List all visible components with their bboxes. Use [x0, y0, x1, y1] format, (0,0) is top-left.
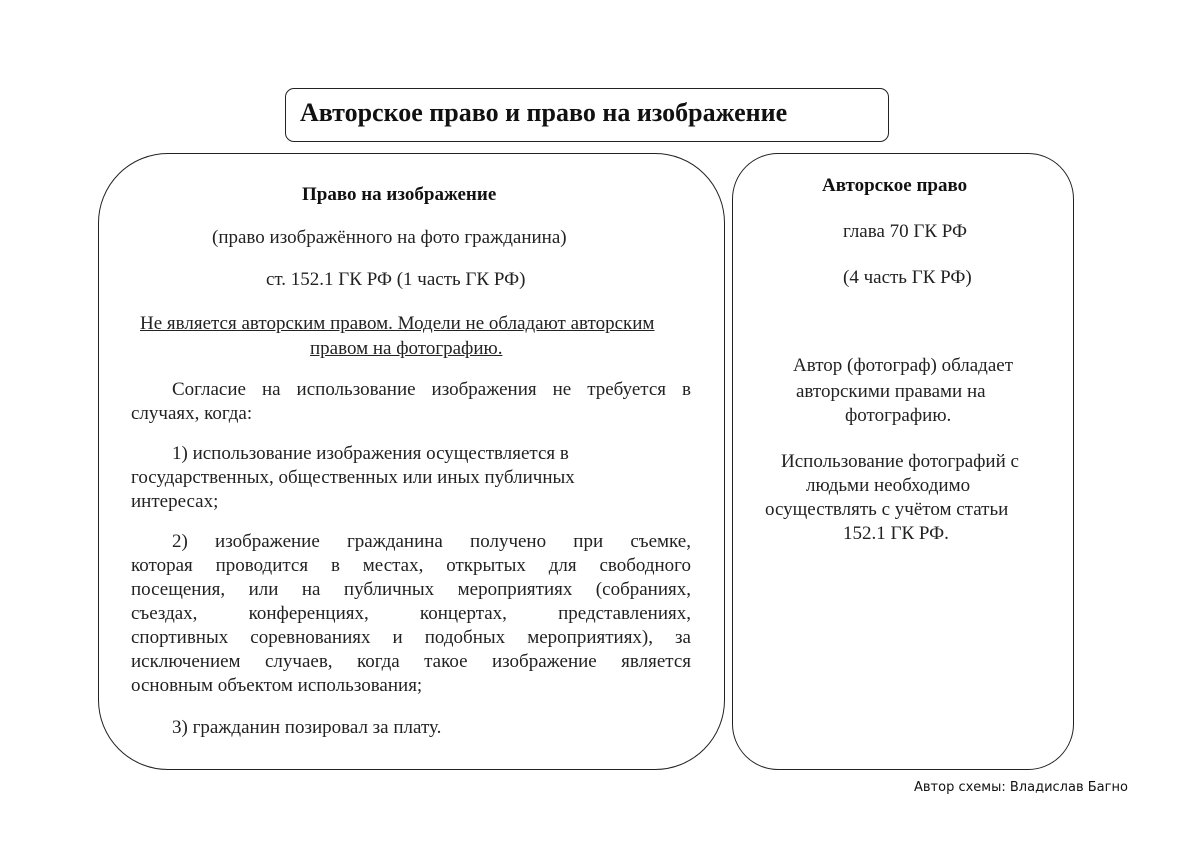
copyright-author-line-3: фотографию. [845, 405, 952, 426]
copyright-part: (4 часть ГК РФ) [843, 267, 972, 288]
page-title: Авторское право и право на изображение [300, 98, 788, 127]
image-right-note-line-2: правом на фотографию. [310, 338, 503, 359]
copyright-author-line-1: Автор (фотограф) обладает [793, 355, 1014, 376]
title-box [285, 88, 889, 142]
consent-item-2-line-5: спортивных соревнованиях и подобных мероприятиях), за [131, 627, 691, 648]
consent-intro-line-2: случаях, когда: [131, 403, 253, 424]
image-right-heading: Право на изображение [302, 184, 497, 205]
consent-item-1-line-3: интересах; [131, 491, 219, 512]
copyright-usage-line-4: 152.1 ГК РФ. [843, 523, 949, 544]
consent-item-1-line-1: 1) использование изображения осуществляется в [172, 443, 569, 464]
copyright-usage-line-1: Использование фотографий с [781, 451, 1019, 472]
copyright-chapter: глава 70 ГК РФ [843, 221, 968, 242]
consent-item-2-line-2: которая проводится в местах, открытых для свободного [131, 555, 691, 576]
consent-item-2-line-7: основным объектом использования; [131, 675, 423, 696]
copyright-usage-line-2: людьми необходимо [806, 475, 971, 496]
consent-item-2-line-3: посещения, или на публичных мероприятиях (собраниях, [131, 579, 691, 600]
consent-intro [131, 378, 691, 426]
image-right-note-line-1: Не является авторским правом. Модели не обладают авторским [140, 313, 655, 334]
consent-item-2-line-4: съездах, конференциях, концертах, представлениях, [131, 603, 691, 624]
consent-item-1-line-2: государственных, общественных или иных публичных [131, 467, 575, 488]
consent-item-1 [131, 442, 691, 514]
consent-item-2-line-1: 2) изображение гражданина получено при съемке, [172, 531, 691, 552]
copyright-heading: Авторское право [822, 175, 968, 196]
consent-item-2 [131, 530, 691, 698]
image-right-subheading: (право изображённого на фото гражданина) [212, 227, 567, 248]
image-right-article: ст. 152.1 ГК РФ (1 часть ГК РФ) [266, 269, 526, 290]
consent-intro-line-1: Согласие на использование изображения не требуется в [172, 379, 691, 400]
consent-item-2-line-6: исключением случаев, когда такое изображение является [131, 651, 691, 672]
copyright-usage-line-3: осуществлять с учётом статьи [765, 499, 1009, 520]
copyright-author-line-2: авторскими правами на [796, 381, 986, 402]
consent-item-3: 3) гражданин позировал за плату. [172, 717, 442, 738]
author-credit: Автор схемы: Владислав Багно [914, 780, 1128, 795]
